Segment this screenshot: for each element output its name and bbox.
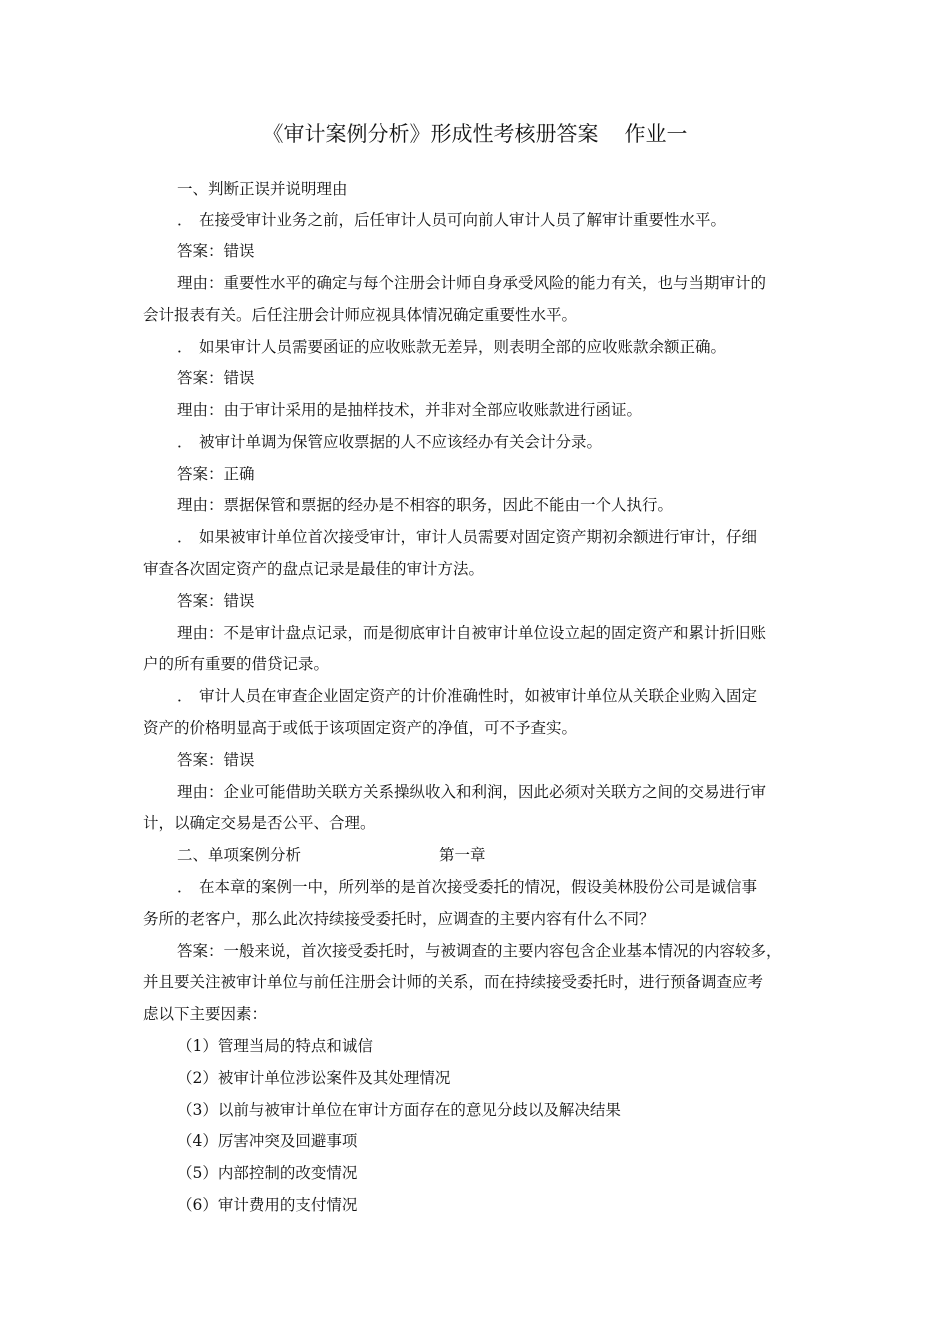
title-sub: 作业一 <box>624 122 688 146</box>
q5-question: ． 审计人员在审查企业固定资产的计价准确性时，如被审计单位从关联企业购入固定 <box>177 687 758 705</box>
q3-reason: 理由：票据保管和票据的经办是不相容的职务，因此不能由一个人执行。 <box>177 496 674 514</box>
section1-heading: 一、判断正误并说明理由 <box>177 180 348 198</box>
section2-heading: 二、单项案例分析 <box>177 846 302 864</box>
q3-question: ． 被审计单调为保管应收票据的人不应该经办有关会计分录。 <box>177 433 603 451</box>
factor-item: （3）以前与被审计单位在审计方面存在的意见分歧以及解决结果 <box>177 1101 621 1119</box>
factor-item: （1）管理当局的特点和诚信 <box>177 1037 373 1055</box>
factor-item: （6）审计费用的支付情况 <box>177 1196 358 1214</box>
factor-item: （5）内部控制的改变情况 <box>177 1164 358 1182</box>
q1-reason: 理由：重要性水平的确定与每个注册会计师自身承受风险的能力有关，也与当期审计的 <box>177 274 767 292</box>
chapter-label: 第一章 <box>439 846 486 864</box>
document-title <box>0 119 950 149</box>
factor-item: （4）厉害冲突及回避事项 <box>177 1132 358 1150</box>
s2-q1-question-cont: 务所的老客户，那么此次持续接受委托时，应调查的主要内容有什么不同？ <box>143 910 655 928</box>
q4-question-cont: 审查各次固定资产的盘点记录是最佳的审计方法。 <box>143 560 485 578</box>
title-main: 《审计案例分析》形成性考核册答案 <box>262 122 599 146</box>
q2-answer: 答案：错误 <box>177 369 255 387</box>
s2-q1-answer-cont2: 虑以下主要因素： <box>143 1005 268 1023</box>
s2-q1-question: ． 在本章的案例一中，所列举的是首次接受委托的情况，假设美林股份公司是诚信事 <box>177 878 758 896</box>
q2-reason: 理由：由于审计采用的是抽样技术，并非对全部应收账款进行函证。 <box>177 401 643 419</box>
s2-q1-answer-cont1: 并且要关注被审计单位与前任注册会计师的关系，而在持续接受委托时，进行预备调查应考 <box>143 973 764 991</box>
q4-reason-cont: 户的所有重要的借贷记录。 <box>143 655 330 673</box>
q4-question: ． 如果被审计单位首次接受审计，审计人员需要对固定资产期初余额进行审计，仔细 <box>177 528 758 546</box>
q1-question: ． 在接受审计业务之前，后任审计人员可向前人审计人员了解审计重要性水平。 <box>177 211 727 229</box>
q5-reason-cont: 计，以确定交易是否公平、合理。 <box>143 814 376 832</box>
q5-question-cont: 资产的价格明显高于或低于该项固定资产的净值，可不予查实。 <box>143 719 578 737</box>
q4-reason: 理由：不是审计盘点记录，而是彻底审计自被审计单位设立起的固定资产和累计折旧账 <box>177 624 767 642</box>
factor-item: （2）被审计单位涉讼案件及其处理情况 <box>177 1069 451 1087</box>
q1-answer: 答案：错误 <box>177 242 255 260</box>
q5-reason: 理由：企业可能借助关联方关系操纵收入和利润，因此必须对关联方之间的交易进行审 <box>177 783 767 801</box>
q5-answer: 答案：错误 <box>177 751 255 769</box>
q2-question: ． 如果审计人员需要函证的应收账款无差异，则表明全部的应收账款余额正确。 <box>177 338 727 356</box>
q3-answer: 答案：正确 <box>177 465 255 483</box>
q4-answer: 答案：错误 <box>177 592 255 610</box>
s2-q1-answer: 答案：一般来说，首次接受委托时，与被调查的主要内容包含企业基本情况的内容较多， <box>177 942 782 960</box>
section2-heading-row <box>177 844 677 866</box>
q1-reason-cont: 会计报表有关。后任注册会计师应视具体情况确定重要性水平。 <box>143 306 578 324</box>
